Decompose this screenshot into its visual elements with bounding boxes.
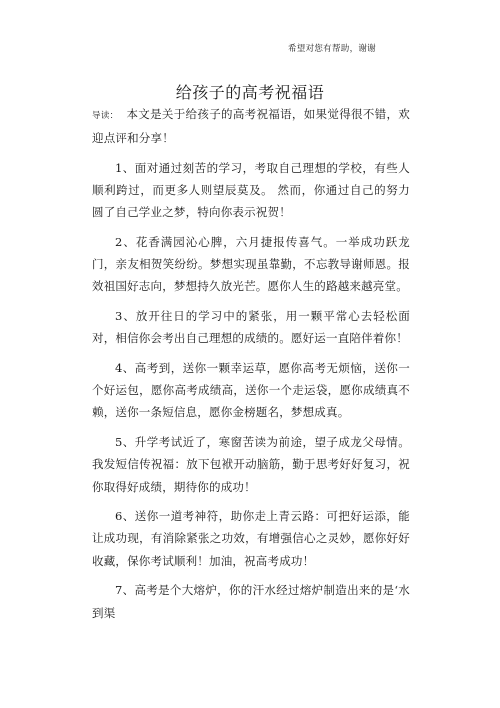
document-title: 给孩子的高考祝福语 — [175, 83, 325, 102]
paragraph-6: 6、送你一道考神符，助你走上青云路：可把好运添，能让成功现，有消除紧张之功效，有增强信心之灵妙，愿你好好收藏，保你考试顺利！加油，祝高考成功！ — [92, 509, 410, 568]
intro-paragraph — [92, 103, 410, 149]
intro-label: 导读： — [92, 111, 119, 121]
paragraph-5: 5、升学考试近了，寒窗苦读为前途，望子成龙父母情。我发短信传祝福：放下包袱开动脑筋，勤于思考好好复习，祝你取得好成绩，期待你的成功！ — [92, 435, 410, 494]
paragraph-2: 2、花香满园沁心脾，六月捷报传喜气。一举成功跃龙门，亲友相贺笑纷纷。梦想实现虽靠勤，不忘教导谢师恩。报效祖国好志向，梦想持久放光芒。愿你人生的路越来越亮堂。 — [92, 235, 410, 294]
paragraph-1: 1、面对通过刻苦的学习，考取自己理想的学校，有些人顺利跨过，而更多人则望辰莫及。 然而，你通过自己的努力圆了自己学业之梦，特向你表示祝贺！ — [92, 160, 410, 220]
header-note: 希望对您有帮助，谢谢 — [287, 44, 376, 54]
document-body — [92, 103, 410, 631]
paragraph-3: 3、放开往日的学习中的紧张，用一颗平常心去轻松面对，相信你会考出自己理想的成绩的。愿好运一直陪伴着你！ — [92, 309, 410, 346]
paragraph-4: 4、高考到，送你一颗幸运草，愿你高考无烦恼，送你一个好运包，愿你高考成绩高，送你一个走运袋，愿你成绩真不赖，送你一条短信息，愿你金榜题名，梦想成真。 — [92, 361, 410, 420]
paragraph-7: 7、高考是个大熔炉，你的汗水经过熔炉制造出来的是‘水到渠 — [92, 583, 410, 620]
intro-text: 本文是关于给孩子的高考祝福语，如果觉得很不错，欢迎点评和分享！ — [92, 107, 410, 146]
